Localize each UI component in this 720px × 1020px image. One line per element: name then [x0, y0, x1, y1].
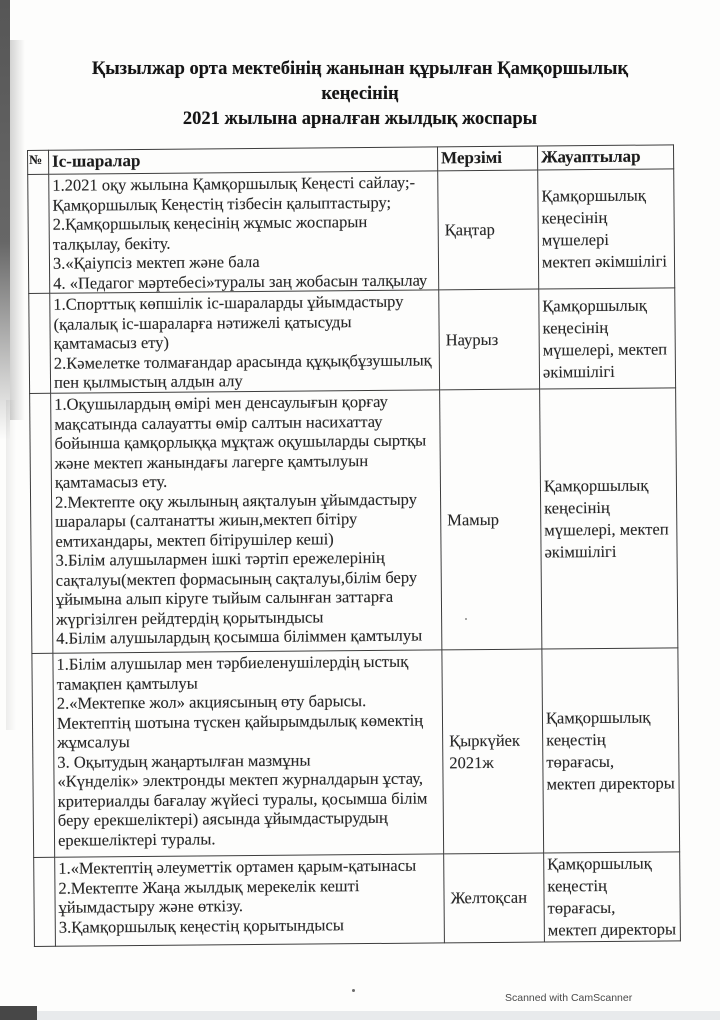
- camscanner-watermark: Scanned with CamScanner: [505, 992, 633, 1004]
- table-row-may: [30, 388, 678, 654]
- term-cell: Наурыз: [439, 289, 540, 390]
- term-cell: Қыркүйек 2021ж: [442, 649, 544, 854]
- activities-cell: 1.Спорттық көпшілік іс-шараларды ұйымдастыру (қалалық іс-шараларға нәтижелі қатысуды қамтамасыз ету) 2.Кәмелетке толмағандар арасында құқықбұзушылық пен қылмыстың алдын алу: [50, 290, 440, 393]
- column-header-number: №: [28, 150, 49, 174]
- table-row-january: [28, 169, 675, 294]
- activities-cell: 1.«Мектептің әлеуметтік ортамен қарым-қатынасы 2.Мектепте Жаңа жылдық мерекелік кешті ұйымдастыру және өткізу. 3.Қамқоршылық кеңестің қорытындысы: [55, 854, 445, 946]
- activities-cell: 1.Білім алушылар мен тәрбиеленушілердің ыстық тамақпен қамтылуы 2.«Мектепке жол» акциясының өту барысы. Мектептің шотына түскен қайырымдылық көмектің жұмсалуы 3. Оқытудың жаңартылған мазмұны «Күнделік» электронды мектеп журналдарын ұстау, критериалды бағалау жүйесі туралы, қосымша білім беру ерекшеліктері) аясында ұйымдастырудың ерекшеліктері туралы.: [53, 650, 444, 857]
- title-line-1: Қызылжар орта мектебінің жанынан құрылған Қамқоршылық: [91, 59, 629, 79]
- term-cell: Мамыр: [440, 389, 542, 650]
- responsible-cell: Қамқоршылық кеңестің төрағасы, мектеп директоры: [544, 852, 681, 942]
- responsible-cell: Қамқоршылық кеңесінің мүшелері, мектеп әкімшілігі: [539, 288, 676, 389]
- title-line-2: кеңесінің: [321, 84, 399, 104]
- activities-cell: 1.Оқушылардың өмірі мен денсаулығын қорғау мақсатында салауатты өмір салтын насихаттау бойынша қамқорлыққа мұқтаж оқушыларды сыртқы және мектеп жанындағы лагерге қамтылуын қамтамасыз ету. 2.Мектепте оқу жылының аяқталуын ұйымдастыру шаралары (салтанатты жиын,мектеп бітіру емтихандары, мектеп бітірушілер кеші) 3.Білім алушылармен ішкі тәртіп ережелерінің сақталуы(мектеп формасының сақталуы,білім беру ұйымына алып кіруге тыйым салынған заттарға жүргізілген рейдтердің қорытындысы 4.Білім алушылардың қосымша біліммен қамтылуы: [51, 390, 442, 653]
- table-row-september: [32, 648, 680, 858]
- bottom-left-scan-corner: [0, 1006, 37, 1020]
- responsible-cell: Қамқоршылық кеңесінің мүшелері, мектеп әкімшілігі: [540, 388, 678, 649]
- title-line-3: 2021 жылына арналған жылдық жоспары: [182, 109, 538, 129]
- scan-edge-stripe: [0, 0, 10, 440]
- bottom-scan-bar: [0, 1011, 720, 1020]
- row-number-cell: [30, 393, 53, 653]
- row-number-cell: [29, 293, 51, 393]
- row-number-cell: [32, 653, 55, 857]
- column-header-activities: Іс-шаралар: [49, 147, 438, 174]
- document-title: [60, 57, 660, 132]
- row-number-cell: [34, 857, 56, 946]
- column-header-responsible: Жауаптылар: [537, 145, 673, 170]
- paper-crease-shadow: [6, 400, 16, 730]
- column-header-term: Мерзімі: [437, 146, 537, 171]
- scan-noise-speck: [465, 618, 467, 620]
- yearly-plan-table: [27, 144, 681, 947]
- table-row-march: [29, 288, 676, 394]
- responsible-cell: Қамқоршылық кеңестің төрағасы, мектеп директоры: [542, 648, 680, 853]
- term-cell: Қаңтар: [438, 170, 539, 290]
- scan-noise-speck: [352, 989, 355, 992]
- scan-edge-shadow: [10, 40, 25, 420]
- table-row-december: [34, 852, 681, 947]
- row-number-cell: [28, 174, 50, 293]
- activities-cell: 1.2021 оқу жылына Қамқоршылық Кеңесті сайлау;- Қамқоршылық Кеңестің тізбесін қалыптастыру; 2.Қамқоршылық кеңесінің жұмыс жоспарын талқылау, бекіту. 3.«Қаіупсіз мектеп және бала 4. «Педагог мәртебесі»туралы заң жобасын талқылау: [49, 171, 439, 293]
- term-cell: Желтоқсан: [444, 853, 545, 943]
- responsible-cell: Қамқоршылық кеңесінің мүшелері мектеп әкімшілігі: [538, 169, 675, 289]
